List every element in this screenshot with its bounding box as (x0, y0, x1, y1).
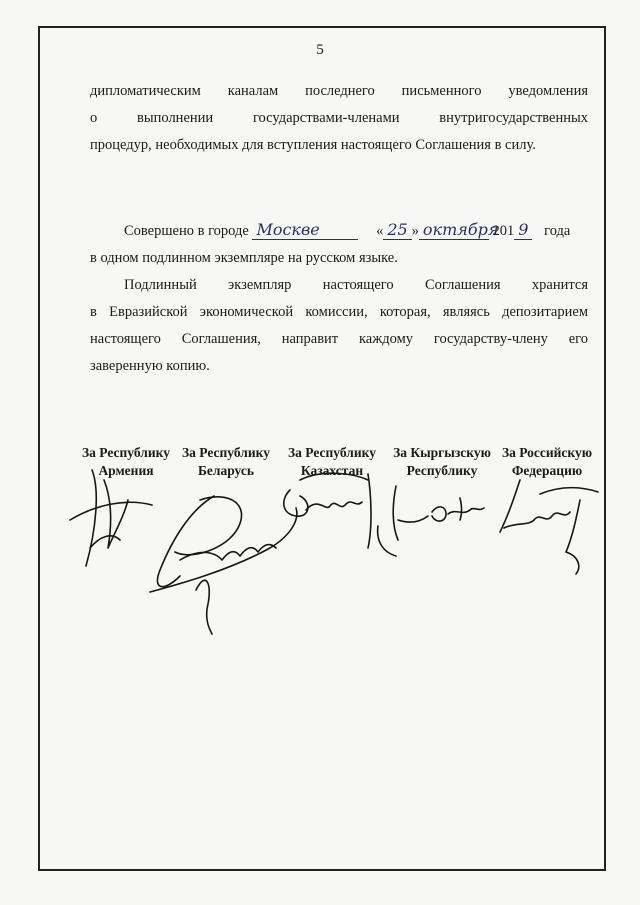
signature-armenia (70, 470, 152, 566)
quote-open: « (376, 223, 384, 239)
text-line: настоящего Соглашения, направит каждому государству-члену его (90, 331, 588, 347)
signatory-country: Казахстан (300, 463, 364, 478)
text-line: в Евразийской экономической комиссии, которая, являясь депозитарием (90, 304, 588, 320)
signatory-line: За Республику (82, 445, 170, 460)
year-suffix: года (544, 223, 571, 239)
text-line: в одном подлинном экземпляре на русском языке. (90, 250, 398, 266)
done-in-prefix: Совершено в городе (124, 223, 249, 239)
year-prefix: 201 (492, 223, 515, 239)
month-handwritten: октября (419, 221, 489, 240)
signatory-line: За Республику (288, 445, 376, 460)
text-line: дипломатическим каналам последнего письменного уведомления (90, 83, 588, 99)
signatory-country: Республику (406, 463, 478, 478)
signatory-line: За Кыргызскую (393, 445, 491, 460)
signature-russia (500, 480, 598, 574)
signature-kyrgyzstan (378, 486, 484, 556)
signatory-line: За Российскую (501, 445, 593, 460)
signatory-country: Армения (98, 463, 154, 478)
day-handwritten: 25 (383, 221, 411, 240)
page-number: 5 (316, 42, 324, 58)
signatory-country: Федерацию (511, 463, 583, 478)
signature-belarus (150, 496, 297, 634)
text-line: о выполнении государствами-членами внутригосударственных (90, 110, 588, 126)
year-digit-handwritten: 9 (514, 221, 532, 240)
signatory-line: За Республику (182, 445, 270, 460)
signatory-country: Беларусь (197, 463, 255, 478)
city-handwritten: Москве (252, 221, 358, 240)
text-line: Подлинный экземпляр настоящего Соглашения хранится (124, 277, 588, 293)
text-line: заверенную копию. (90, 358, 210, 374)
text-line: процедур, необходимых для вступления настоящего Соглашения в силу. (90, 137, 536, 153)
quote-close: » (411, 223, 419, 239)
